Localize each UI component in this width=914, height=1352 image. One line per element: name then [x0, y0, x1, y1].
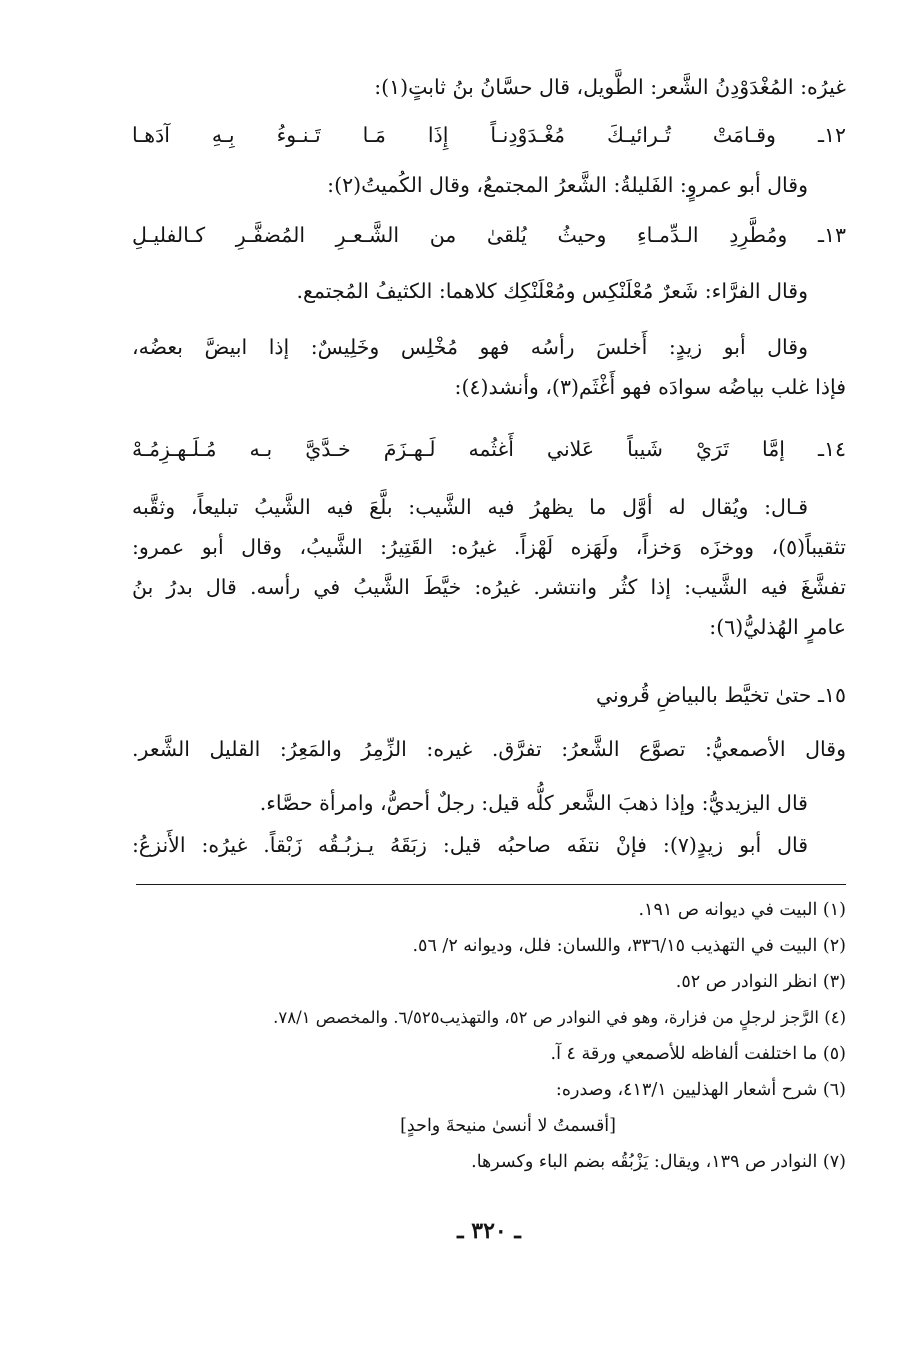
footnote-5 — [132, 1040, 846, 1068]
footnote-6 — [132, 1076, 846, 1104]
line-text: وقال أبو زيدٍ: أَخلسَ رأسُه فهو مُخْلِس وخَلِيسٌ: إذا ابيضَّ بعضُه، — [132, 335, 808, 359]
verse-line-12 — [132, 118, 846, 152]
text-line — [132, 490, 846, 524]
text-line — [132, 530, 846, 564]
verse-text: ١٥ـ حتىٰ تخيَّط بالبياضِ قُروني — [595, 683, 846, 707]
line-text: وقال الفرَّاء: شَعرٌ مُعْلَنْكِس ومُعْلَنْكِك كلاهما: الكثيفُ المُجتمع. — [296, 279, 808, 303]
line-text: تفشَّغَ فيه الشَّيب: إذا كثُر وانتشر. غيرُه: خيَّطَ الشَّيبُ في رأسه. قال بدرُ بنُ — [132, 575, 846, 599]
verse-text: ١٣ـ ومُطَّرِدِ الـدِّمـاءِ وحيثُ يُلقىٰ من الشَّـعـرِ المُضفَّـرِ كـالفليـلِ — [132, 223, 846, 247]
text-line — [132, 828, 846, 862]
footnote-3 — [132, 968, 846, 996]
text-line — [132, 274, 846, 308]
line-text: غيرُه: المُغْدَوْدِنُ الشَّعر: الطَّويل، قال حسَّانُ بنُ ثابتٍ(١): — [374, 75, 846, 99]
footnote-4 — [132, 1004, 846, 1032]
page-number: ـ ٣٢٠ ـ — [457, 1218, 521, 1244]
footnote-text: (٣) انظر النوادر ص ٥٢. — [675, 972, 846, 992]
footnote-text: (٦) شرح أشعار الهذليين ٤١٣/١، وصدره: — [555, 1080, 846, 1100]
line-text: عامرٍ الهُذليُّ(٦): — [709, 615, 846, 639]
verse-text: ١٢ـ وقـامَتْ تُـرائيـكَ مُغْـدَوْدِنـاً إِذَا مَـا تَـنـوءُ بِـهِ آدَهـا — [132, 123, 846, 147]
footnote-7 — [132, 1148, 846, 1176]
text-line — [132, 610, 846, 644]
verse-line-13 — [132, 218, 846, 252]
line-text: وقال الأصمعيُّ: تصوَّع الشَّعرُ: تفرَّق. غيره: الزِّمِرُ والمَعِرُ: القليل الشَّعر. — [132, 737, 846, 761]
text-line — [132, 570, 846, 604]
footnote-text: (٤) الرَّجز لرجلٍ من فزارة، وهو في النوادر ص ٥٢، والتهذيب٦/٥٢٥. والمخصص ٧٨/١. — [273, 1008, 846, 1027]
footnote-text: (٢) البيت في التهذيب ٣٣٦/١٥، واللسان: فلل، وديوانه ٢/ ٥٦. — [412, 936, 846, 956]
line-text: قال اليزيديُّ: وإذا ذهبَ الشَّعر كلُّه قيل: رجلٌ أحصُّ، وامرأة حصَّاء. — [259, 791, 808, 815]
footnote-text: [أقسمتُ لا أنسىٰ منيحةَ واحدٍ] — [400, 1116, 616, 1136]
text-line — [132, 732, 846, 766]
line-text: قـال: ويُقال له أوَّل ما يظهرُ فيه الشَّيب: بلَّعَ فيه الشَّيبُ تبليعاً، وثقَّبه — [132, 495, 808, 519]
line-text: قال أبو زيدٍ(٧): فإنْ نتفَه صاحبُه قيل: زبَقَهُ يـزبُـقُه زَبْقاً. غيرُه: الأَنزعُ: — [132, 833, 809, 857]
footnote-text: (٥) ما اختلفت ألفاظه للأصمعي ورقة ٤ آ. — [550, 1044, 846, 1064]
footnote-separator — [136, 884, 846, 885]
line-text: وقال أبو عمروٍ: الفَليلةُ: الشَّعرُ المجتمعُ، وقال الكُميتُ(٢): — [327, 173, 808, 197]
footnote-1 — [132, 896, 846, 924]
verse-text: ١٤ـ إمَّا تَرَيْ شَيباً عَلاني أَغثُمه لَـهـزَمَ خـدَّيَّ بـه مُـلَـهـزِمُـهْ — [132, 437, 846, 461]
line-text: فإذا غلب بياضُه سوادَه فهو أَغْثَم(٣)، وأنشد(٤): — [454, 375, 846, 399]
footnote-text: (١) البيت في ديوانه ص ١٩١. — [638, 900, 846, 920]
text-line — [132, 786, 846, 820]
text-line — [132, 168, 846, 202]
verse-line-14 — [132, 432, 846, 466]
footnote-text: (٧) النوادر ص ١٣٩، ويقال: يَزْبُقُه بضم الباء وكسرها. — [471, 1152, 846, 1172]
text-line — [132, 70, 846, 104]
footnote-2 — [132, 932, 846, 960]
text-line — [132, 330, 846, 364]
footnote-6-verse — [400, 1112, 616, 1140]
text-line — [132, 370, 846, 404]
verse-line-15 — [132, 678, 846, 712]
line-text: تثقيباً(٥)، ووخزَه وَخزاً، ولَهَزه لَهْزاً. غيرُه: القَتِيرُ: الشَّيبُ، وقال أبو عمرو: — [132, 535, 846, 559]
